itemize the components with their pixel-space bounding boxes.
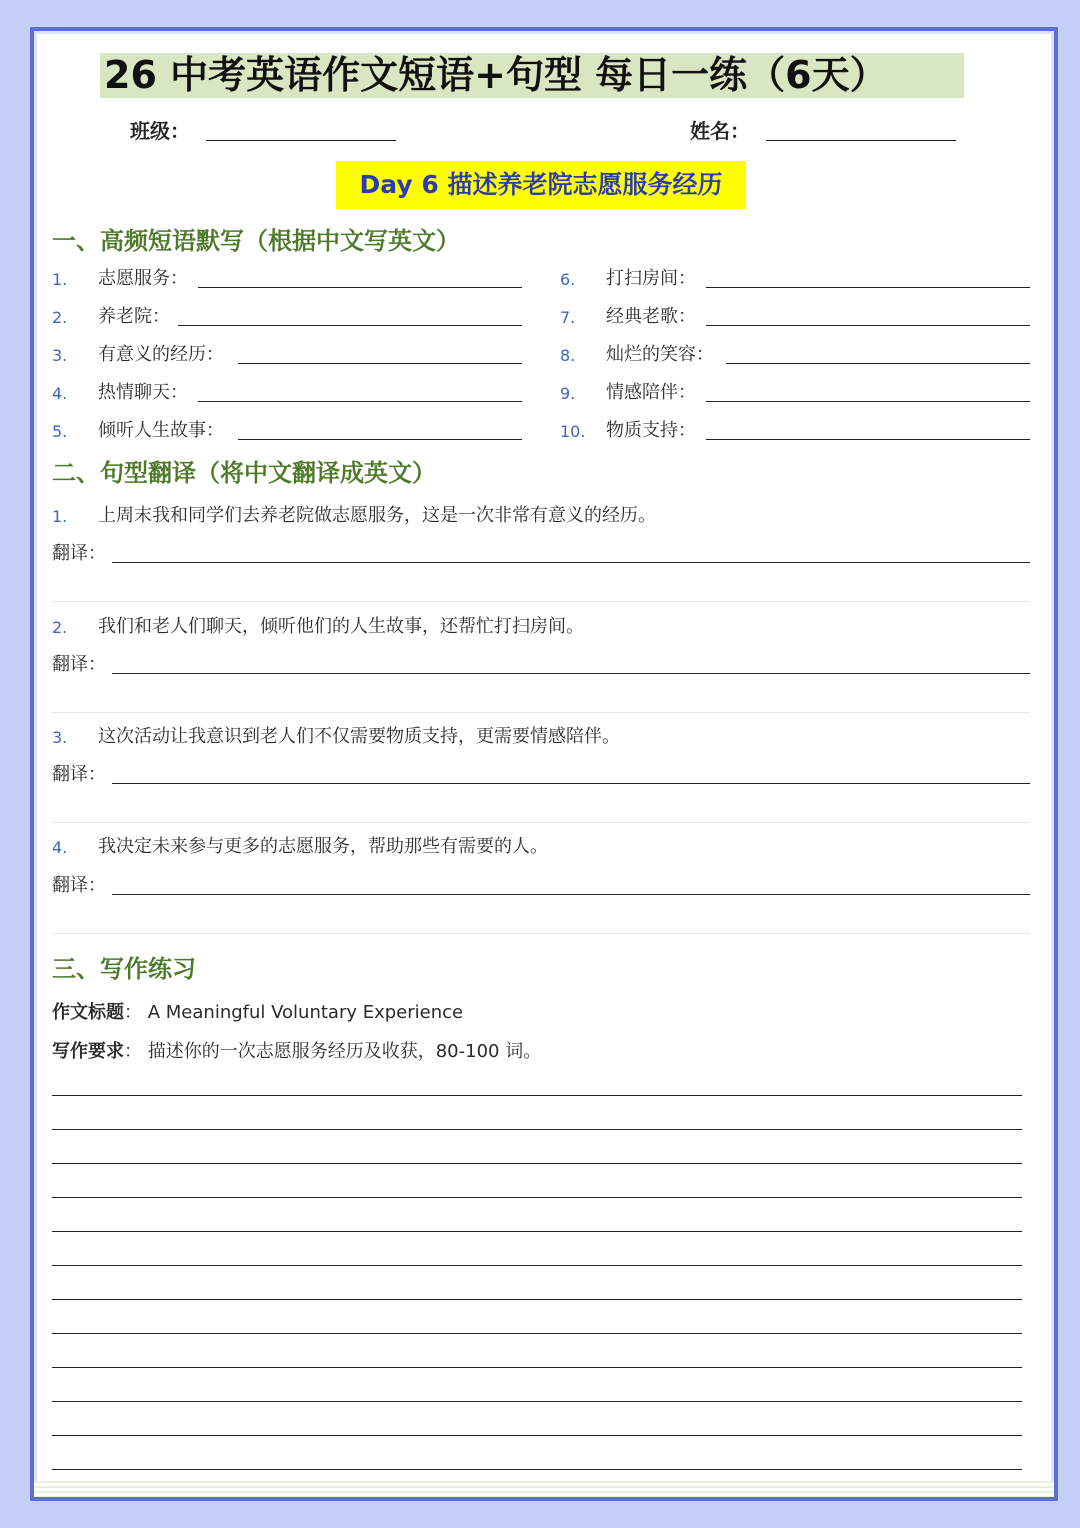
- phrase-prompt: 经典老歌：: [606, 306, 696, 327]
- essay-topic-label: 作文标题: [52, 1002, 124, 1023]
- phrase-prompt: 有意义的经历：: [98, 344, 224, 365]
- phrase-answer-line[interactable]: [238, 363, 522, 364]
- writing-line[interactable]: [52, 1265, 1022, 1266]
- essay-requirement-sep: ：: [124, 1041, 142, 1062]
- phrase-prompt: 热情聊天：: [98, 382, 188, 403]
- phrase-num: 10.: [560, 422, 586, 441]
- essay-requirement-label: 写作要求: [52, 1041, 124, 1062]
- essay-topic-text: A Meaningful Voluntary Experience: [147, 1002, 464, 1023]
- phrase-num: 6.: [560, 270, 576, 289]
- name-blank[interactable]: [766, 140, 956, 141]
- worksheet-page: [30, 27, 1058, 1501]
- writing-line[interactable]: [52, 1299, 1022, 1300]
- phrase-answer-line[interactable]: [198, 401, 522, 402]
- essay-topic: [52, 1000, 463, 1026]
- translate-label: 翻译：: [52, 543, 106, 564]
- translate-label: 翻译：: [52, 764, 106, 785]
- class-blank[interactable]: [206, 140, 396, 141]
- footer-decoration: [34, 1481, 1054, 1497]
- divider: [52, 601, 1030, 602]
- essay-requirement-text: 描述你的一次志愿服务经历及收获，80-100 词。: [147, 1041, 542, 1062]
- divider: [52, 822, 1030, 823]
- name-label: 姓名：: [690, 119, 750, 143]
- writing-line[interactable]: [52, 1367, 1022, 1368]
- writing-line[interactable]: [52, 1197, 1022, 1198]
- translate-label: 翻译：: [52, 875, 106, 896]
- page-title: 26 中考英语作文短语+句型 每日一练（6天）: [100, 53, 964, 98]
- writing-line[interactable]: [52, 1231, 1022, 1232]
- sentence-num: 3.: [52, 728, 68, 747]
- section-2-heading: 二、句型翻译（将中文翻译成英文）: [52, 459, 436, 487]
- phrase-answer-line[interactable]: [178, 325, 522, 326]
- phrase-prompt: 倾听人生故事：: [98, 420, 224, 441]
- phrase-prompt: 物质支持：: [606, 420, 696, 441]
- phrase-num: 5.: [52, 422, 68, 441]
- sentence-prompt: 上周末我和同学们去养老院做志愿服务，这是一次非常有意义的经历。: [98, 505, 656, 526]
- phrase-num: 3.: [52, 346, 68, 365]
- translation-answer-line[interactable]: [112, 783, 1030, 784]
- phrase-answer-line[interactable]: [726, 363, 1030, 364]
- writing-line[interactable]: [52, 1435, 1022, 1436]
- sentence-num: 4.: [52, 838, 68, 857]
- phrase-answer-line[interactable]: [706, 439, 1030, 440]
- phrase-answer-line[interactable]: [706, 325, 1030, 326]
- divider: [52, 712, 1030, 713]
- sentence-prompt: 我决定未来参与更多的志愿服务，帮助那些有需要的人。: [98, 836, 548, 857]
- section-3-heading: 三、写作练习: [52, 955, 196, 983]
- essay-requirement: [52, 1039, 541, 1065]
- phrase-num: 4.: [52, 384, 68, 403]
- writing-line[interactable]: [52, 1333, 1022, 1334]
- sentence-prompt: 这次活动让我意识到老人们不仅需要物质支持，更需要情感陪伴。: [98, 726, 620, 747]
- writing-line[interactable]: [52, 1163, 1022, 1164]
- translation-answer-line[interactable]: [112, 673, 1030, 674]
- phrase-num: 1.: [52, 270, 68, 289]
- section-1-heading: 一、高频短语默写（根据中文写英文）: [52, 227, 460, 255]
- writing-line[interactable]: [52, 1095, 1022, 1096]
- phrase-prompt: 灿烂的笑容：: [606, 344, 714, 365]
- phrase-num: 8.: [560, 346, 576, 365]
- phrase-prompt: 情感陪伴：: [606, 382, 696, 403]
- phrase-num: 9.: [560, 384, 576, 403]
- phrase-answer-line[interactable]: [198, 287, 522, 288]
- phrase-prompt: 志愿服务：: [98, 268, 188, 289]
- essay-topic-sep: ：: [124, 1002, 142, 1023]
- phrase-prompt: 养老院：: [98, 306, 170, 327]
- writing-line[interactable]: [52, 1401, 1022, 1402]
- day-banner: Day 6 描述养老院志愿服务经历: [336, 161, 746, 209]
- translation-answer-line[interactable]: [112, 894, 1030, 895]
- phrase-prompt: 打扫房间：: [606, 268, 696, 289]
- phrase-answer-line[interactable]: [706, 401, 1030, 402]
- sentence-prompt: 我们和老人们聊天，倾听他们的人生故事，还帮忙打扫房间。: [98, 616, 584, 637]
- divider: [52, 933, 1030, 934]
- sentence-num: 2.: [52, 618, 68, 637]
- translation-answer-line[interactable]: [112, 562, 1030, 563]
- phrase-answer-line[interactable]: [238, 439, 522, 440]
- class-label: 班级：: [130, 119, 190, 143]
- writing-line[interactable]: [52, 1129, 1022, 1130]
- phrase-answer-line[interactable]: [706, 287, 1030, 288]
- phrase-num: 2.: [52, 308, 68, 327]
- sentence-num: 1.: [52, 507, 68, 526]
- phrase-num: 7.: [560, 308, 576, 327]
- writing-line[interactable]: [52, 1469, 1022, 1470]
- translate-label: 翻译：: [52, 654, 106, 675]
